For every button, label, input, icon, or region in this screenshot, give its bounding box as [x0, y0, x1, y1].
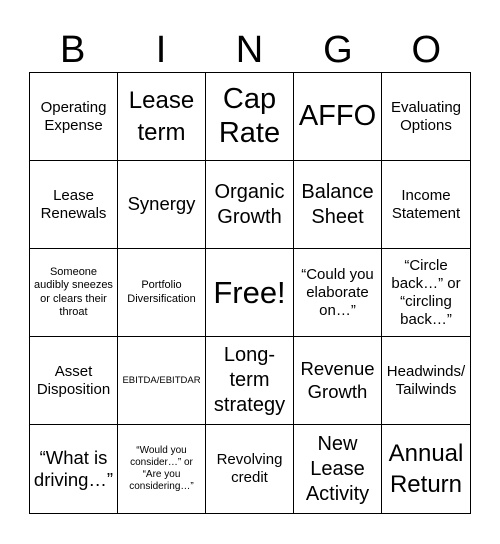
bingo-cell[interactable]: Someone audibly sneezes or clears their throat — [30, 249, 118, 337]
bingo-cell[interactable]: Lease Renewals — [30, 161, 118, 249]
bingo-cell[interactable]: EBITDA/EBITDAR — [118, 337, 206, 425]
bingo-cell[interactable]: Revolving credit — [206, 425, 294, 513]
bingo-free-cell[interactable]: Free! — [206, 249, 294, 337]
bingo-card-grid — [29, 72, 471, 514]
bingo-cell[interactable]: Headwinds/ Tailwinds — [382, 337, 470, 425]
header-letter-n: N — [235, 29, 265, 71]
header-letter-o: O — [411, 29, 443, 71]
bingo-cell[interactable]: Cap Rate — [206, 73, 294, 161]
bingo-cell[interactable]: Organic Growth — [206, 161, 294, 249]
bingo-cell[interactable]: Revenue Growth — [294, 337, 382, 425]
bingo-cell[interactable]: “Could you elaborate on…” — [294, 249, 382, 337]
bingo-cell[interactable]: Portfolio Diversification — [118, 249, 206, 337]
header-letter-i: I — [155, 29, 168, 71]
bingo-cell[interactable]: Long-term strategy — [206, 337, 294, 425]
bingo-cell[interactable]: Asset Disposition — [30, 337, 118, 425]
bingo-cell[interactable]: Annual Return — [388, 439, 464, 498]
bingo-cell[interactable]: New Lease Activity — [294, 425, 382, 513]
bingo-cell[interactable]: AFFO — [294, 73, 382, 161]
header-letter-g: G — [323, 29, 354, 71]
bingo-cell[interactable]: Evaluating Options — [382, 73, 470, 161]
bingo-cell[interactable]: “Would you consider…” or “Are you considering…” — [118, 425, 206, 513]
bingo-cell[interactable]: Lease term — [118, 73, 206, 161]
bingo-cell[interactable]: Synergy — [118, 161, 206, 249]
bingo-cell[interactable]: Balance Sheet — [294, 161, 382, 249]
bingo-cell[interactable]: “What is driving…” — [30, 425, 118, 513]
bingo-header — [29, 26, 471, 74]
bingo-cell[interactable]: “Circle back…” or “circling back…” — [382, 249, 470, 337]
header-letter-b: B — [60, 29, 87, 71]
bingo-cell[interactable]: Operating Expense — [30, 73, 118, 161]
bingo-cell[interactable]: Income Statement — [382, 161, 470, 249]
